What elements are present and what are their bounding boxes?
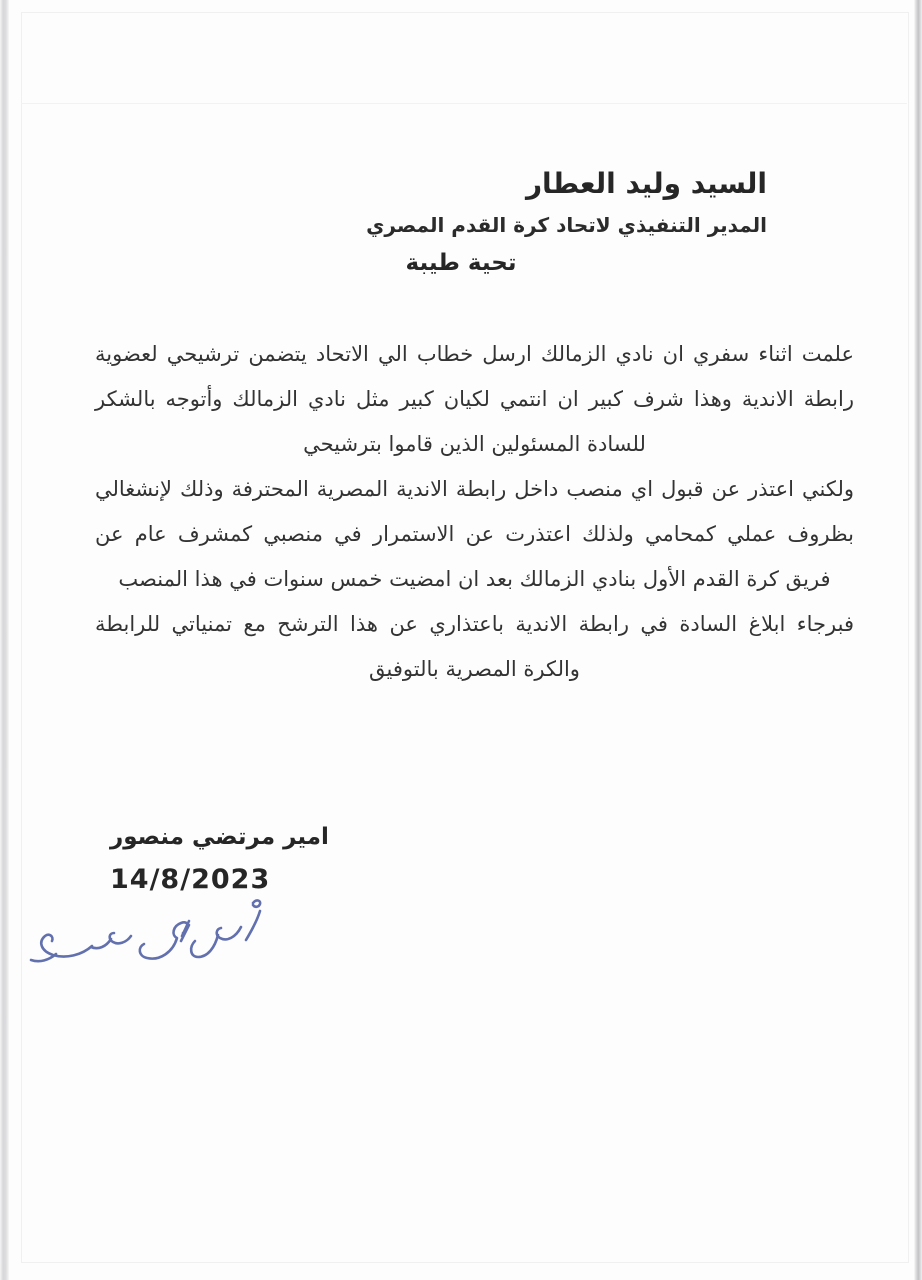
handwritten-signature-scribble <box>10 896 280 976</box>
paper-right-edge <box>914 0 922 1280</box>
recipient-name: السيد وليد العطار <box>525 167 767 200</box>
body-paragraph-1: علمت اثناء سفري ان نادي الزمالك ارسل خطاب الي الاتحاد يتضمن ترشيحي لعضوية رابطة الاندية وهذا شرف كبير ان انتمي لكيان كبير مثل نادي الزمالك وأتوجه بالشكر للسادة المسئولين الذين قاموا بترشيحي <box>95 342 854 456</box>
signature-block <box>110 822 329 896</box>
greeting-line: تحية طيبة <box>405 250 517 276</box>
scan-artifact-line <box>21 103 907 104</box>
paper-left-edge <box>0 0 9 1280</box>
recipient-title: المدير التنفيذي لاتحاد كرة القدم المصري <box>366 213 767 237</box>
letter-body <box>95 332 854 692</box>
handwritten-signature <box>10 896 280 976</box>
body-paragraph-2: ولكني اعتذر عن قبول اي منصب داخل رابطة الاندية المصرية المحترفة وذلك لإنشغالي بظروف عملي كمحامي ولذلك اعتذرت عن الاستمرار في منصبي كمشرف عام عن فريق كرة القدم الأول بنادي الزمالك بعد ان امضيت خمس سنوات في هذا المنصب <box>95 477 854 591</box>
recipient-block <box>366 166 767 238</box>
body-paragraph-3: فبرجاء ابلاغ السادة في رابطة الاندية باعتذاري عن هذا الترشح مع تمنياتي للرابطة والكرة المصرية بالتوفيق <box>95 612 854 681</box>
signature-date: 14/8/2023 <box>110 864 271 895</box>
signatory-name: امير مرتضي منصور <box>110 824 329 850</box>
